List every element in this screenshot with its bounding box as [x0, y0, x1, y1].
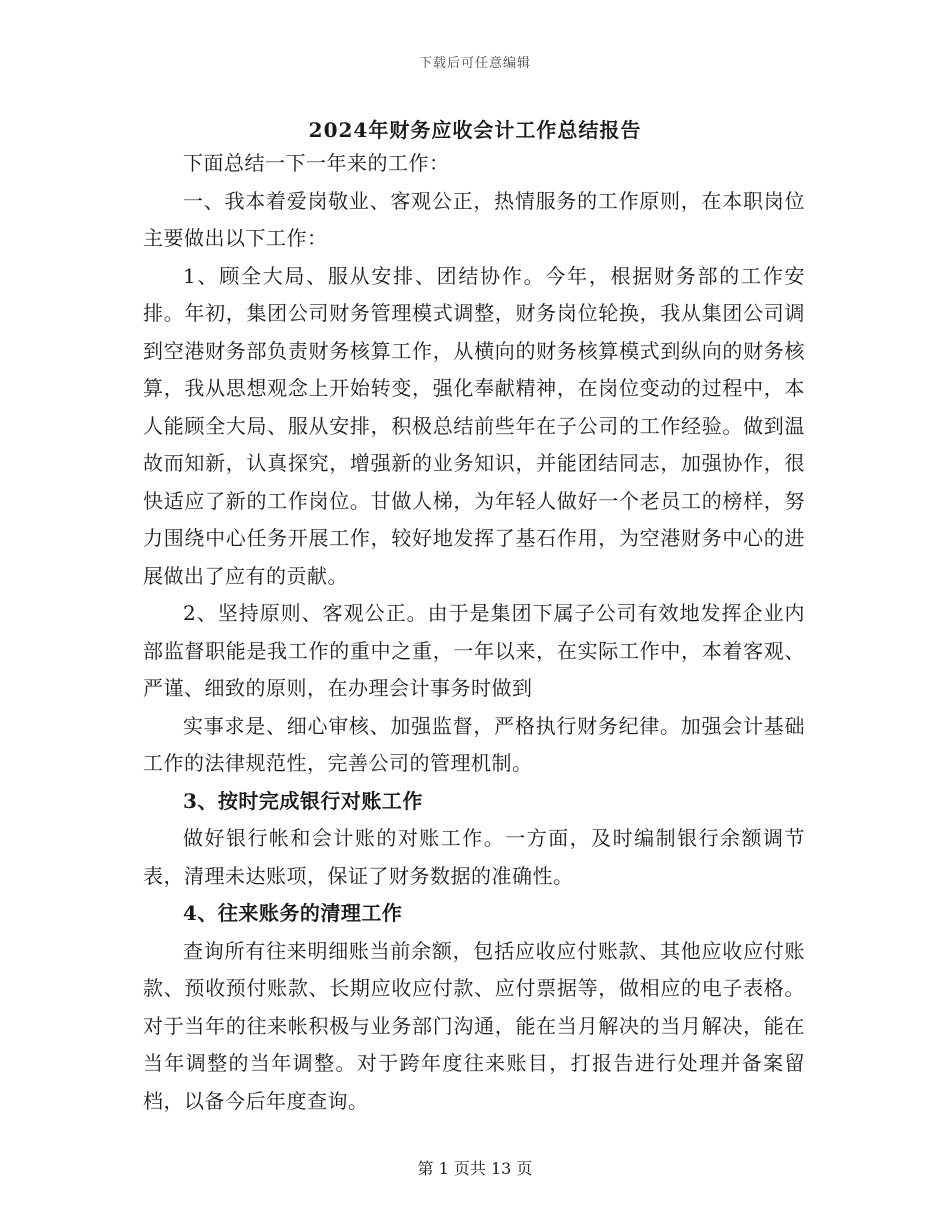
header-note: 下载后可任意编辑: [418, 56, 531, 71]
paragraph-item-3: 做好银行帐和会计账的对账工作。一方面，及时编制银行余额调节表，清理未达账项，保证了财务数据的准确性。: [143, 826, 805, 888]
paragraph-item-2-continued: 实事求是、细心审核、加强监督，严格执行财务纪律。加强会计基础工作的法律规范性，完善公司的管理机制。: [143, 713, 805, 775]
paragraph-item-1: 1、顾全大局、服从安排、团结协作。今年，根据财务部的工作安排。年初，集团公司财务管理模式调整，财务岗位轮换，我从集团公司调到空港财务部负责财务核算工作，从横向的财务核算模式到纵向的财务核算，我从思想观念上开始转变，强化奉献精神，在岗位变动的过程中，本人能顾全大局、服从安排，积极总结前些年在子公司的工作经验。做到温故而知新，认真探究，增强新的业务知识，并能团结同志，加强协作，很快适应了新的工作岗位。甘做人梯，为年轻人做好一个老员工的榜样，努力围绕中心任务开展工作，较好地发挥了基石作用，为空港财务中心的进展做出了应有的贡献。: [143, 263, 805, 588]
document-body: [143, 145, 805, 1120]
paragraph-item-2: 2、坚持原则、客观公正。由于是集团下属子公司有效地发挥企业内部监督职能是我工作的重中之重，一年以来，在实际工作中，本着客观、严谨、细致的原则，在办理会计事务时做到: [143, 601, 805, 700]
document-title: 2024年财务应收会计工作总结报告: [308, 118, 642, 142]
heading-item-3: 3、按时完成银行对账工作: [183, 788, 423, 813]
page-number: 第 1 页共 13 页: [417, 1159, 533, 1178]
heading-item-4: 4、往来账务的清理工作: [183, 901, 403, 925]
paragraph-section-one: 一、我本着爱岗敬业、客观公正，热情服务的工作原则，在本职岗位主要做出以下工作：: [143, 188, 805, 250]
paragraph-item-4: 查询所有往来明细账当前余额，包括应收应付账款、其他应收应付账款、预收预付账款、长期应收应付款、应付票据等，做相应的电子表格。对于当年的往来帐积极与业务部门沟通，能在当月解决的当月解决，能在当年调整的当年调整。对于跨年度往来账目，打报告进行处理并备案留档，以备今后年度查询。: [143, 938, 805, 1113]
paragraph-intro: 下面总结一下一年来的工作：: [183, 151, 450, 175]
